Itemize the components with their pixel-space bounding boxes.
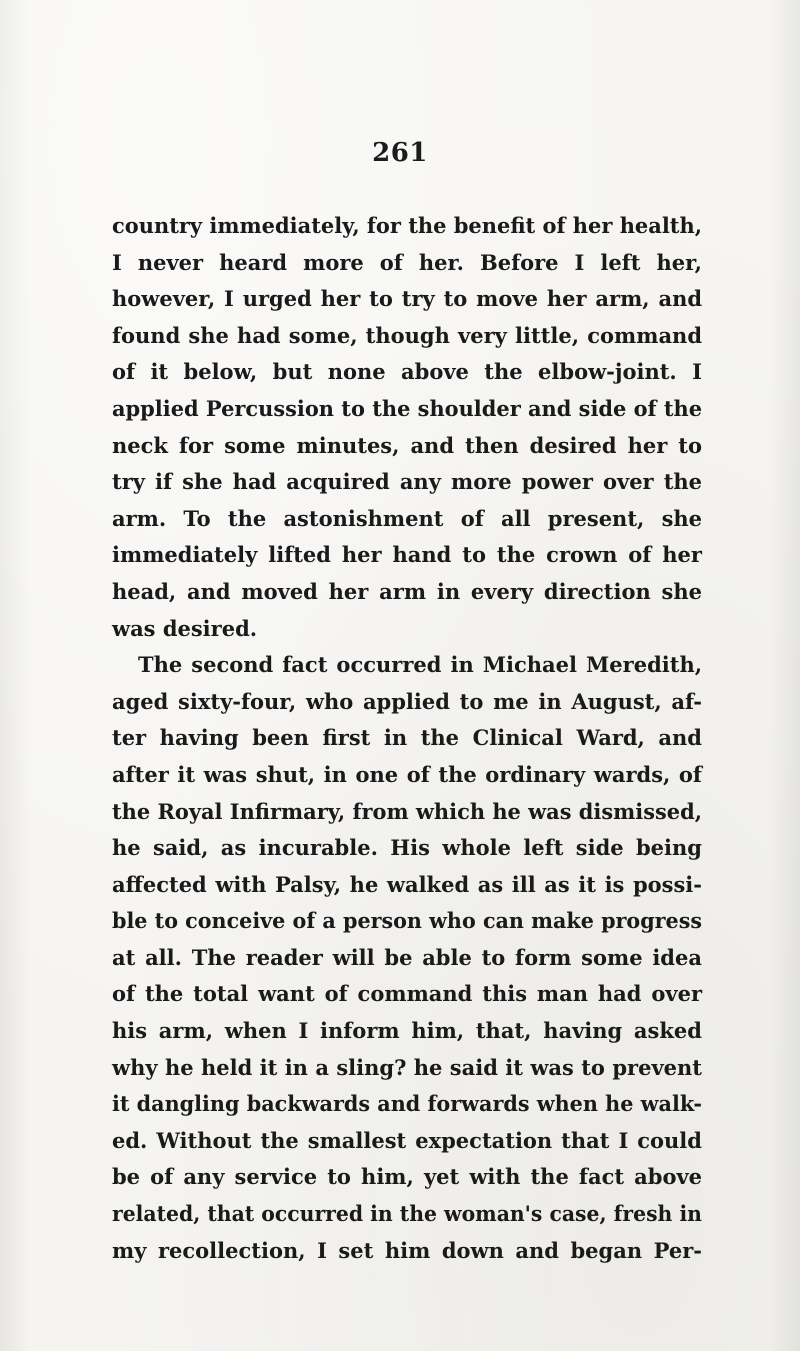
text-line: applied Percussion to the shoulder and side of the	[112, 395, 703, 421]
text-line: immediately lifted her hand to the crown of her	[112, 542, 702, 568]
text-line: ter having been first in the Clinical Ward, and	[112, 725, 702, 751]
text-line: related, that occurred in the woman's case, fresh in	[112, 1201, 702, 1227]
page-number: 261	[372, 138, 428, 168]
text-line: country immediately, for the benefit of her health,	[112, 213, 703, 238]
text-line: of the total want of command this man had over	[112, 981, 703, 1007]
text-line: be of any service to him, yet with the fact above	[112, 1164, 703, 1190]
text-line: ed. Without the smallest expectation that I could	[112, 1127, 702, 1153]
text-line: it dangling backwards and forwards when he walk-	[112, 1091, 702, 1117]
text-line: he said, as incurable. His whole left side being	[112, 835, 702, 861]
text-line: his arm, when I inform him, that, having asked	[112, 1018, 702, 1044]
text-line: however, I urged her to try to move her arm, and	[112, 286, 703, 312]
text-line: why he held it in a sling? he said it was to prevent	[112, 1054, 702, 1080]
text-line: head, and moved her arm in every direction she	[112, 578, 702, 604]
text-line: try if she had acquired any more power over the	[112, 469, 703, 495]
text-line: at all. The reader will be able to form some idea	[112, 944, 702, 970]
text-line: of it below, but none above the elbow-joint. I	[112, 359, 702, 385]
text-line: The second fact occurred in Michael Meredith,	[138, 652, 703, 678]
text-line: arm. To the astonishment of all present, she	[112, 505, 703, 531]
text-line: was desired.	[112, 615, 258, 641]
text-line: found she had some, though very little, command	[112, 322, 703, 348]
text-line: I never heard more of her. Before I left her,	[112, 249, 702, 275]
text-line: the Royal Infirmary, from which he was dismissed,	[112, 798, 703, 824]
text-line: ble to conceive of a person who can make progress	[112, 908, 702, 934]
text-line: after it was shut, in one of the ordinary wards, of	[112, 761, 702, 787]
body-text	[112, 208, 702, 1269]
text-line: my recollection, I set him down and began Per-	[112, 1237, 702, 1263]
text-line: aged sixty-four, who applied to me in August, af-	[112, 688, 703, 714]
text-line: neck for some minutes, and then desired her to	[112, 432, 703, 458]
text-line: affected with Palsy, he walked as ill as it is possi-	[112, 871, 702, 897]
